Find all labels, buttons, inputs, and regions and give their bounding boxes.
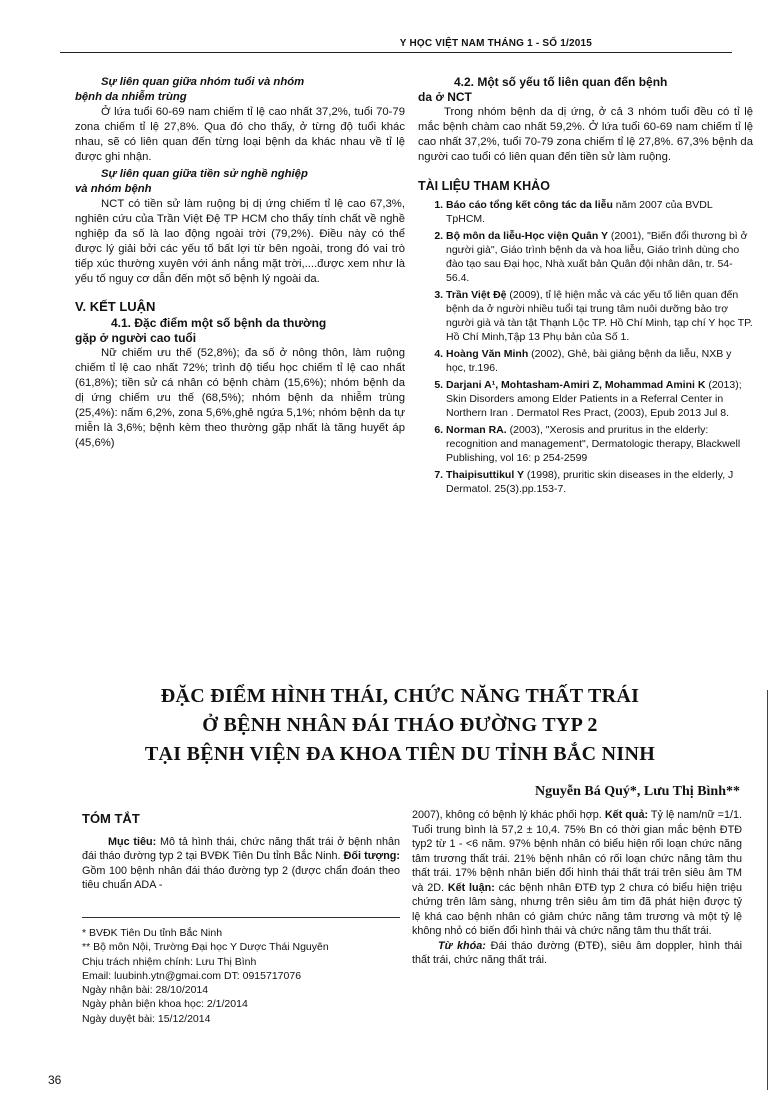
heading-4-1-cont: gặp ở người cao tuổi [75,331,197,345]
article-authors: Nguyễn Bá Quý*, Lưu Thị Bình** [535,784,740,799]
subsection-text-occupation: NCT có tiền sử làm ruộng bị dị ứng chiếm tỉ lệ cao 67,3%, nghiên cứu của Trần Việt Đệ TP HCM cho thấy tính chất về nghề nghiệp đa số là lao động ngoài trời (79,2%). Điều này có thể được lý giải bởi các yếu tố bất lợi từ bên ngoài, trong đó vai trò tiếp xúc thường xuyên với ánh nắng mặt trời,....được xem như là yếu tố nguy cơ dẫn đến một số bệnh lý ngoài da. [75,198,405,285]
abstract-keywords: Từ khóa: Đái tháo đường (ĐTĐ), siêu âm doppler, hình thái thất trái, chức năng thất trái. [412,939,742,966]
subsection-title-occupation: Sự liên quan giữa tiền sử nghề nghiệp [101,168,308,180]
journal-header-text: Y HỌC VIỆT NAM THÁNG 1 - SỐ 1/2015 [399,38,592,49]
text-4-2: Trong nhóm bệnh da dị ứng, ở cả 3 nhóm tuổi đều có tỉ lệ mắc bệnh chàm cao nhất 59,2%. Ở lứa tuổi 60-69 nam chiếm tỉ lệ cao nhất 37,2%, tuổi 70-79 zona chiếm tỉ lệ 27,8%. 67,3% bệnh da người cao tuổi có liên quan đến tiền sử làm ruộng. [418,106,753,163]
article-title-line-1: ĐẶC ĐIỂM HÌNH THÁI, CHỨC NĂNG THẤT TRÁI [160,685,640,707]
footnote-received: Ngày nhận bài: 28/10/2014 [82,984,209,997]
scan-edge-line [767,690,768,1090]
left-column [75,75,405,451]
abstract-title: TÓM TẮT [82,811,140,826]
footnote-accepted: Ngày duyệt bài: 15/12/2014 [82,1012,211,1025]
reference-item: 4. Hoàng Văn Minh (2002), Ghẻ, bài giảng bệnh da liễu, NXB y học, tr.196. [446,347,753,375]
abstract-objective: Mục tiêu: Mô tả hình thái, chức năng thất trái ở bệnh nhân đái tháo đường typ 2 tại BVĐK Tiên Du tỉnh Bắc Ninh. Đối tượng: Gồm 100 bệnh nhân đái tháo đường typ 2 (được chẩn đoán theo tiêu chuẩn ADA - [82,835,400,891]
reference-item: 5. Darjani A¹, Mohtasham-Amiri Z, Mohammad Amini K (2013); Skin Disorders among Elder Patients in a Referral Center in Northern Iran . Dermatol Res Pract, (2003), Epub 2013 Jul 8. [446,378,753,420]
heading-4-1: 4.1. Đặc điểm một số bệnh da thường [111,316,327,330]
heading-4-2-cont: da ở NCT [418,90,472,104]
reference-item: 1. Báo cáo tổng kết công tác da liễu năm 2007 của BVDL TpHCM. [446,198,753,226]
reference-item: 3. Trần Việt Đệ (2009), tỉ lệ hiện mắc và các yếu tố liên quan đến bệnh da ở người nhiều tuổi tại trung tâm nuôi dưỡng bảo trợ người già và tàn tật Thạnh Lộc TP. Hồ Chí Minh, tạp chí Y học TP. Hồ Chí Minh,Tập 13 Phụ bản của Số 1. [446,288,753,344]
subsection-title-age-infection-cont: bệnh da nhiễm trùng [75,91,187,103]
references-list [418,198,753,496]
subsection-title-age-infection: Sự liên quan giữa nhóm tuổi và nhóm [101,76,305,88]
footnote-affiliation-2: ** Bộ môn Nội, Trường Đại học Y Dược Thái Nguyên [82,941,329,954]
abstract-right [412,808,742,968]
page-number: 36 [48,1073,62,1087]
references-title: TÀI LIỆU THAM KHẢO [418,179,550,193]
article-title [100,682,700,769]
reference-item: 6. Norman RA. (2003), "Xerosis and pruritus in the elderly: recognition and management", Dermatologic therapy, Blackwell Publishing, vol 16: p 254-2599 [446,423,753,465]
footnote-email: Email: luubinh.ytn@gmai.com DT: 0915717076 [82,969,302,982]
abstract-left [82,812,400,893]
footnote-affiliation-1: * BVĐK Tiên Du tỉnh Bắc Ninh [82,927,223,939]
reference-item: 7. Thaipisuttikul Y (1998), pruritic skin diseases in the elderly, J Dermatol. 25(3).pp.153-7. [446,468,753,496]
footnote-corresponding: Chịu trách nhiệm chính: Lưu Thị Bình [82,955,257,968]
article-title-line-2: Ở BỆNH NHÂN ĐÁI THÁO ĐƯỜNG TYP 2 [202,714,598,736]
footnotes [82,917,400,1026]
text-4-1: Nữ chiếm ưu thế (52,8%); đa số ở nông thôn, làm ruộng chiếm tỉ lệ cao nhất 72%; trình độ tiểu học chiếm tỉ lệ cao nhất (61,8%); tiền sử cá nhân có bệnh chàm (15,6%); nhóm bệnh da dị ứng chiếm ưu thế (68,5%); nhóm bệnh da nhiễm trùng (25,4%): nấm 6,2%, zona 5,6%,ghẻ ngứa 5,1%; nhóm bệnh da tự miễn là 3,6%; bệnh kèm theo thường gặp nhất là tăng huyết áp (45,6%) [75,347,405,449]
heading-4-2: 4.2. Một số yếu tố liên quan đến bệnh [454,75,668,89]
reference-item: 2. Bộ môn da liễu-Học viện Quân Y (2001), "Biến đổi thương bì ở người già", Giáo trình bệnh da và hoa liễu, Giáo trình dùng cho đào tạo sau Đại học, Nhà xuất bản Quân đội nhân dân, tr. 54-56.4. [446,229,753,285]
right-column [418,75,753,499]
subsection-text-age-infection: Ở lứa tuổi 60-69 nam chiếm tỉ lệ cao nhất 37,2%, tuổi 70-79 zona chiếm tỉ lệ 27,8%. Qua đó cho thấy, ở từng độ tuổi khác nhau, sẽ có liên quan đến từng loại bệnh da khác nhau về tỉ lệ được ghi nhận. [75,106,405,163]
journal-header [60,38,732,53]
subsection-title-occupation-cont: và nhóm bệnh [75,183,152,195]
section-conclusion-title: V. KẾT LUẬN [75,299,156,314]
abstract-results: 2007), không có bệnh lý khác phối hợp. Kết quả: Tỷ lệ nam/nữ =1/1. Tuổi trung bình là 57,2 ± 10,4. 75% Bn có thời gian mắc bệnh ĐTĐ typ2 từ 1 - <6 năm. 97% bệnh nhân có biểu hiện rối loạn chức năng tâm trương thất trái. 21% bệnh nhân có rối loạn chức năng tâm thu thất trái. 17% bệnh nhân biến đổi hình thái thất trái trên siêu âm TM và 2D. Kết luận: các bệnh nhân ĐTĐ typ 2 chưa có biểu hiện triệu chứng trên lâm sàng, nhưng trên siêu âm tim đã phát hiện được tỷ lệ khá cao bệnh nhân có giảm chức năng tâm trương và một tỷ lệ không nhỏ có biến đổi hình thái và chức năng tâm thu thất trái. [412,809,742,937]
footnote-reviewed: Ngày phản biện khoa học: 2/1/2014 [82,998,248,1011]
article-title-line-3: TẠI BỆNH VIỆN ĐA KHOA TIÊN DU TỈNH BẮC NINH [144,743,656,765]
